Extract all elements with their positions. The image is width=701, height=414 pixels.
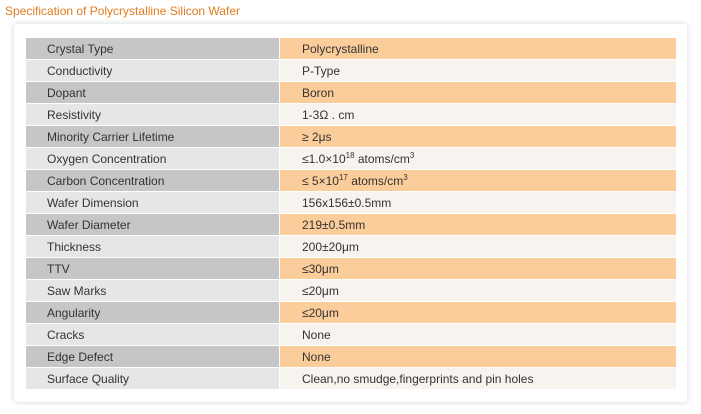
spec-value: None [280, 346, 676, 368]
value-unit: atoms/cm [347, 173, 404, 188]
value-unit-exponent: 3 [409, 150, 415, 160]
spec-value: ≤20μm [280, 302, 676, 324]
spec-label: Saw Marks [26, 280, 280, 302]
spec-value: 219±0.5mm [280, 214, 676, 236]
spec-row-resistivity [26, 104, 676, 126]
spec-row-angularity [26, 302, 676, 324]
value-exponent: 17 [338, 172, 348, 182]
spec-label: Wafer Diameter [26, 214, 280, 236]
spec-row-minority-carrier-lifetime [26, 126, 676, 148]
spec-label: Crystal Type [26, 38, 280, 60]
spec-value: ≤20μm [280, 280, 676, 302]
value-base: ≤1.0×10 [302, 151, 346, 166]
spec-label: Dopant [26, 82, 280, 104]
spec-value: None [280, 324, 676, 346]
spec-value: P-Type [280, 60, 676, 82]
spec-label: Surface Quality [26, 368, 280, 390]
spec-value: Boron [280, 82, 676, 104]
spec-table [26, 38, 676, 390]
value-base: ≤ 5×10 [302, 173, 339, 188]
spec-row-oxygen-concentration [26, 148, 676, 170]
spec-label: Minority Carrier Lifetime [26, 126, 280, 148]
spec-value: 200±20μm [280, 236, 676, 258]
spec-row-ttv [26, 258, 676, 280]
spec-row-conductivity [26, 60, 676, 82]
spec-label: Conductivity [26, 60, 280, 82]
spec-value [280, 148, 676, 170]
spec-label: Thickness [26, 236, 280, 258]
page-title: Specification of Polycrystalline Silicon Wafer [5, 4, 240, 18]
spec-label: Wafer Dimension [26, 192, 280, 214]
spec-label: TTV [26, 258, 280, 280]
spec-label: Oxygen Concentration [26, 148, 280, 170]
spec-row-dopant [26, 82, 676, 104]
spec-label: Carbon Concentration [26, 170, 280, 192]
spec-label: Edge Defect [26, 346, 280, 368]
spec-label: Angularity [26, 302, 280, 324]
value-exponent: 18 [345, 150, 355, 160]
spec-row-wafer-dimension [26, 192, 676, 214]
spec-row-thickness [26, 236, 676, 258]
spec-row-carbon-concentration [26, 170, 676, 192]
spec-value: 1-3Ω . cm [280, 104, 676, 126]
value-unit-exponent: 3 [403, 172, 408, 182]
spec-value: 156x156±0.5mm [280, 192, 676, 214]
spec-label: Resistivity [26, 104, 280, 126]
spec-panel [14, 24, 687, 402]
spec-row-edge-defect [26, 346, 676, 368]
spec-value: Clean,no smudge,fingerprints and pin holes [280, 368, 676, 390]
spec-row-surface-quality [26, 368, 676, 390]
spec-row-cracks [26, 324, 676, 346]
spec-row-saw-marks [26, 280, 676, 302]
spec-row-crystal-type [26, 38, 676, 60]
spec-row-wafer-diameter [26, 214, 676, 236]
spec-value: Polycrystalline [280, 38, 676, 60]
spec-value [280, 170, 676, 192]
spec-value: ≤30μm [280, 258, 676, 280]
spec-label: Cracks [26, 324, 280, 346]
spec-value: ≥ 2μs [280, 126, 676, 148]
value-unit: atoms/cm [354, 151, 410, 166]
